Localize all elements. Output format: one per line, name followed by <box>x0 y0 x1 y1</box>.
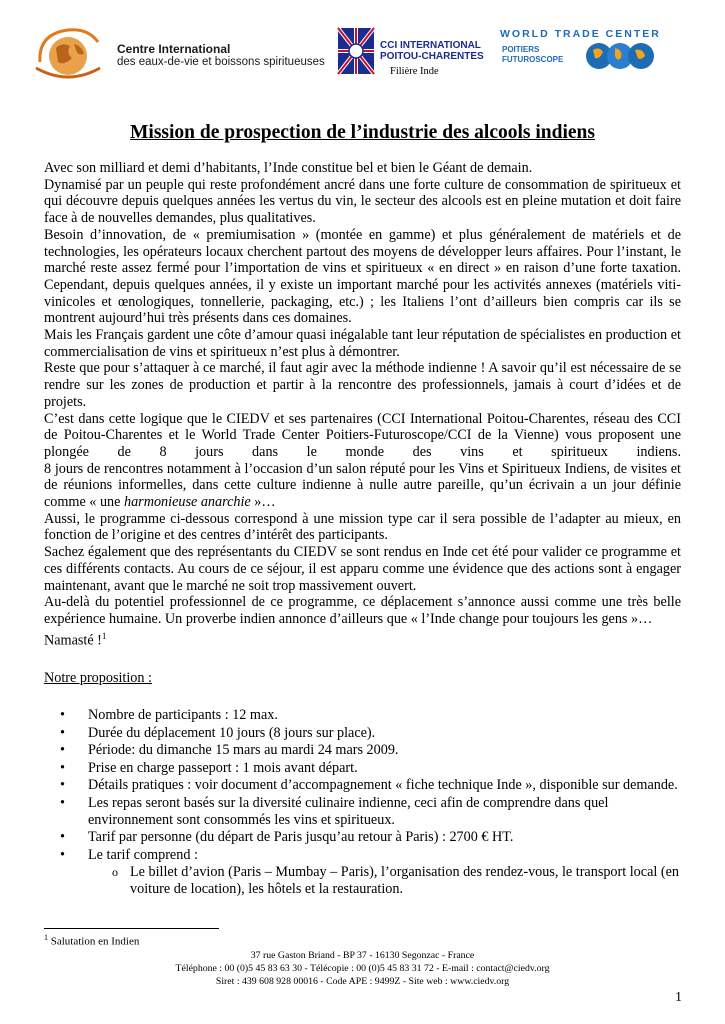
footer-contact: Téléphone : 00 (0)5 45 83 63 30 - Télécopie : 00 (0)5 45 83 31 72 - E-mail : contact@ciedv.org <box>175 963 550 974</box>
bullet-icon: • <box>60 794 65 811</box>
filiere-label: Filière Inde <box>390 66 439 77</box>
paragraph: Reste que pour s’attaquer à ce marché, il faut agir avec la méthode indienne ! A savoir qu’il est nécessaire de se rendre sur les zones de production et partir à la rencontre des professionnels, jamais à court d’idées et de projets. <box>44 360 681 410</box>
proposition-list <box>60 707 680 898</box>
letterhead <box>0 0 725 110</box>
paragraph: C’est dans cette logique que le CIEDV et ses partenaires (CCI International Poitou-Charentes, réseau des CCI de Poitou-Charentes et le World Trade Center Poitiers-Futuroscope/CCI de la Vienne) vous proposent une plongée de 8 jours dans le monde des vins et spiritueux indiens. <box>44 410 681 460</box>
sub-list-item <box>60 864 680 897</box>
wtc-title: WORLD TRADE CENTER <box>500 28 661 40</box>
list-item <box>60 725 680 742</box>
sub-list-item-text: Le billet d’avion (Paris – Mumbay – Paris), l’organisation des rendez-vous, le transport local (en voiture de location), les hôtels et la restauration. <box>130 864 679 897</box>
footnote-number: 1 <box>44 933 48 942</box>
wtc-globes-logo-icon <box>585 38 655 74</box>
list-item <box>60 707 680 724</box>
bullet-icon: • <box>60 742 65 759</box>
bullet-icon: • <box>60 829 65 846</box>
list-item-text: Tarif par personne (du départ de Paris jusqu’au retour à Paris) : 2700 € HT. <box>88 829 514 846</box>
list-item-text: Prise en charge passeport : 1 mois avant départ. <box>88 759 358 776</box>
footer-address: 37 rue Gaston Briand - BP 37 - 16130 Segonzac - France <box>250 950 475 961</box>
paragraph: Sachez également que des représentants du CIEDV se sont rendus en Inde cet été pour valider ce programme et ces différents contacts. Au cours de ce séjour, il est apparu comme une évidence que des actions sont à engager maintenant, avant que le marché ne soit trop massivement ouvert. <box>44 544 681 594</box>
footer-registration: Siret : 439 608 928 00016 - Code APE : 9499Z - Site web : www.ciedv.org <box>215 976 510 987</box>
page-number: 1 <box>675 990 682 1005</box>
list-item <box>60 795 680 828</box>
list-item-text: Durée du déplacement 10 jours (8 jours sur place). <box>88 724 376 741</box>
section-heading: Notre proposition : <box>44 670 152 686</box>
list-item <box>60 760 680 777</box>
document-title: Mission de prospection de l’industrie des alcools indiens <box>130 122 595 143</box>
ciedv-name <box>117 42 325 68</box>
paragraph: Mais les Français gardent une côte d’amour quasi inégalable tant leur réputation de spécialistes en production et commercialisation de vins et spiritueux n’est plus à démontrer. <box>44 327 681 360</box>
cci-name-line2: POITOU-CHARENTES <box>380 51 484 62</box>
ciedv-globe-logo-icon <box>28 22 108 84</box>
paragraph: Au-delà du potentiel professionnel de ce programme, ce déplacement s’annonce aussi comme une très belle expérience humaine. Un proverbe indien annonce d’ailleurs que « l’Inde change pour toujours les gens »… <box>44 594 681 627</box>
paragraph <box>44 461 681 511</box>
list-item <box>60 777 680 794</box>
bullet-icon: • <box>60 759 65 776</box>
bullet-icon: • <box>60 724 65 741</box>
namaste-text: Namasté ! <box>44 632 102 649</box>
footnote-reference: 1 <box>101 630 107 641</box>
paragraph-text: 8 jours de rencontres notamment à l’occasion d’un salon réputé pour les Vins et Spiritueux Indiens, de visites et de réunions informelles, dans cette culture indienne à nulle autre pareille, qu’un écrivain a un jour définie comme « une <box>44 460 681 511</box>
list-item-text: Nombre de participants : 12 max. <box>88 707 278 723</box>
list-item-text: Les repas seront basés sur la diversité culinaire indienne, ceci afin de comprendre dans quel environnement sont consommés les vins et spiritueux. <box>88 794 609 828</box>
sub-bullet-icon: o <box>112 865 118 880</box>
cci-name <box>380 40 484 62</box>
list-item <box>60 829 680 846</box>
ciedv-name-line1: Centre International <box>117 42 231 56</box>
paragraph: Aussi, le programme ci-dessous correspond à une mission type car il sera possible de l’adapter au mieux, en fonction de l’origine et des centres d’intérêt des participants. <box>44 510 681 544</box>
ciedv-name-line2: des eaux-de-vie et boissons spiritueuses <box>117 56 325 68</box>
bullet-icon: • <box>60 707 65 723</box>
namaste-line <box>44 628 681 649</box>
footnote-text: Salutation en Indien <box>50 935 140 948</box>
footnote <box>44 933 139 948</box>
quote-italic: harmonieuse anarchie <box>123 494 251 511</box>
wtc-sub-line2: FUTUROSCOPE <box>502 55 564 64</box>
wtc-sub-line1: POITIERS <box>502 45 540 54</box>
list-item <box>60 742 680 759</box>
list-item-text: Le tarif comprend : <box>88 846 198 863</box>
footnote-divider <box>44 928 219 929</box>
bullet-icon: • <box>60 777 65 794</box>
paragraph: Dynamisé par un peuple qui reste profondément ancré dans une forte culture de consommation de spiritueux et qui découvre depuis quelques années les vertus du vin, le secteur des alcools est en pleine mutation et doit faire face à de nouvelles demandes, plus qualitatives. <box>44 176 681 227</box>
list-item-text: Période: du dimanche 15 mars au mardi 24 mars 2009. <box>88 742 399 759</box>
cci-name-line1: CCI INTERNATIONAL <box>380 40 481 51</box>
bullet-icon: • <box>60 846 65 863</box>
list-item <box>60 847 680 864</box>
paragraph: Besoin d’innovation, de « premiumisation » (montée en gamme) et plus généralement de matériels et de technologies, les opérateurs locaux cherchent partout des moyens de développer leurs affaires. Pour l’instant, le marché reste assez fermé pour l’importation de vins et spiritueux « en direct » en raison d’une forte taxation. Cependant, depuis quelques années, il y existe un important marché pour les activités annexes (matériels viti-vinicoles et œnologiques, tonnellerie, packaging, etc.) ; les Italiens l’ont d’ailleurs bien compris car ils se montrent aujourd’hui très présents dans ces domaines. <box>44 226 681 327</box>
paragraph-text: »… <box>250 494 276 511</box>
cci-shield-logo-icon <box>336 26 376 76</box>
wtc-subtitle <box>502 45 563 65</box>
list-item-text: Détails pratiques : voir document d’accompagnement « fiche technique Inde », disponible sur demande. <box>88 777 678 794</box>
document-body <box>44 160 681 649</box>
paragraph: Avec son milliard et demi d’habitants, l’Inde constitue bel et bien le Géant de demain. <box>44 160 533 176</box>
page-footer <box>0 949 725 988</box>
